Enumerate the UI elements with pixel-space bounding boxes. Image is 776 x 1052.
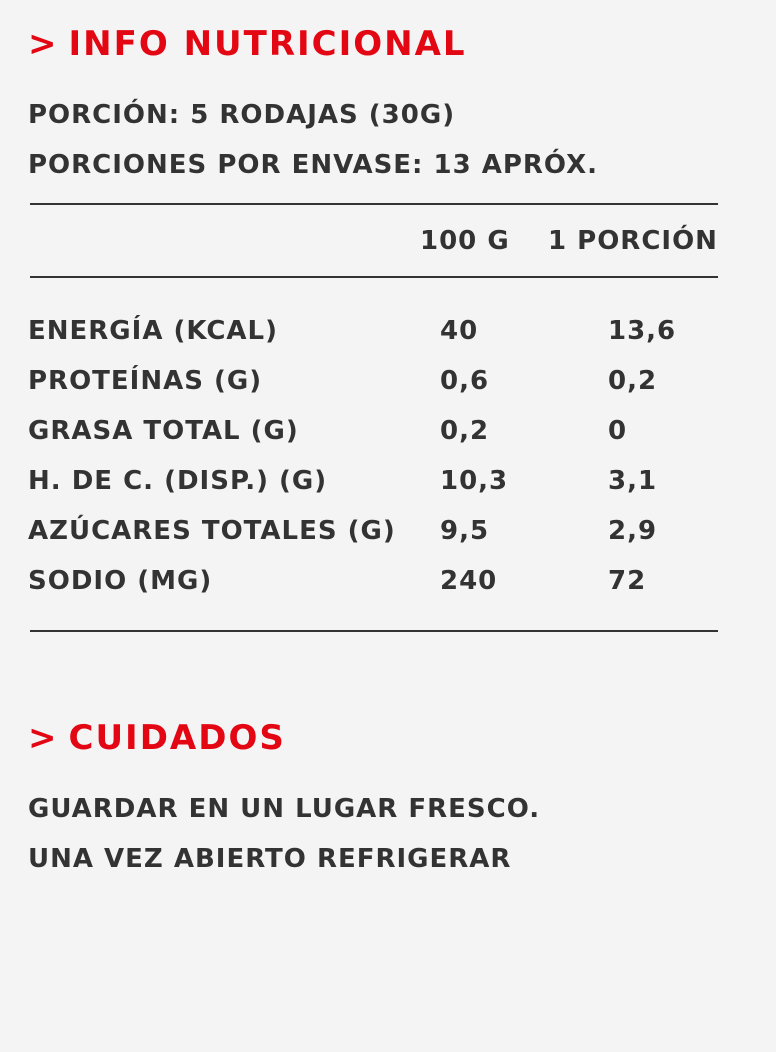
nutrient-value-serving: 3,1 xyxy=(608,466,658,496)
nutrient-value-serving: 0,2 xyxy=(608,366,658,396)
nutrient-value-100g: 10,3 xyxy=(440,466,509,496)
care-instruction: GUARDAR EN UN LUGAR FRESCO. xyxy=(28,794,541,824)
table-top-divider xyxy=(30,203,718,205)
nutrient-value-100g: 0,6 xyxy=(440,366,490,396)
care-heading xyxy=(28,718,286,758)
nutrient-name: ENERGÍA (KCAL) xyxy=(28,316,279,346)
nutrient-value-serving: 2,9 xyxy=(608,516,658,546)
nutrient-name: H. DE C. (DISP.) (G) xyxy=(28,466,328,496)
nutrient-name: GRASA TOTAL (G) xyxy=(28,416,299,446)
table-row xyxy=(0,312,776,362)
table-row xyxy=(0,562,776,612)
nutrient-value-serving: 13,6 xyxy=(608,316,677,346)
nutrient-name: SODIO (MG) xyxy=(28,566,213,596)
serving-size: PORCIÓN: 5 RODAJAS (30G) xyxy=(28,100,456,130)
nutrient-name: PROTEÍNAS (G) xyxy=(28,366,263,396)
table-header-divider xyxy=(30,276,718,278)
arrow-icon: > xyxy=(28,718,59,758)
nutrient-value-100g: 9,5 xyxy=(440,516,490,546)
table-row xyxy=(0,412,776,462)
nutrition-table xyxy=(0,312,776,612)
nutrient-name: AZÚCARES TOTALES (G) xyxy=(28,516,396,546)
nutrient-value-serving: 0 xyxy=(608,416,628,446)
servings-per-container: PORCIONES POR ENVASE: 13 APRÓX. xyxy=(28,150,599,180)
nutrient-value-100g: 0,2 xyxy=(440,416,490,446)
nutrition-title: INFO NUTRICIONAL xyxy=(68,24,467,64)
table-row xyxy=(0,512,776,562)
table-row xyxy=(0,362,776,412)
arrow-icon: > xyxy=(28,24,59,64)
care-instruction: UNA VEZ ABIERTO REFRIGERAR xyxy=(28,844,512,874)
care-title: CUIDADOS xyxy=(68,718,286,758)
nutrient-value-100g: 240 xyxy=(440,566,498,596)
column-header-100g: 100 G xyxy=(420,226,510,256)
nutrient-value-100g: 40 xyxy=(440,316,479,346)
table-bottom-divider xyxy=(30,630,718,632)
nutrient-value-serving: 72 xyxy=(608,566,647,596)
nutrition-heading xyxy=(28,24,467,64)
table-row xyxy=(0,462,776,512)
column-header-serving: 1 PORCIÓN xyxy=(548,226,718,256)
